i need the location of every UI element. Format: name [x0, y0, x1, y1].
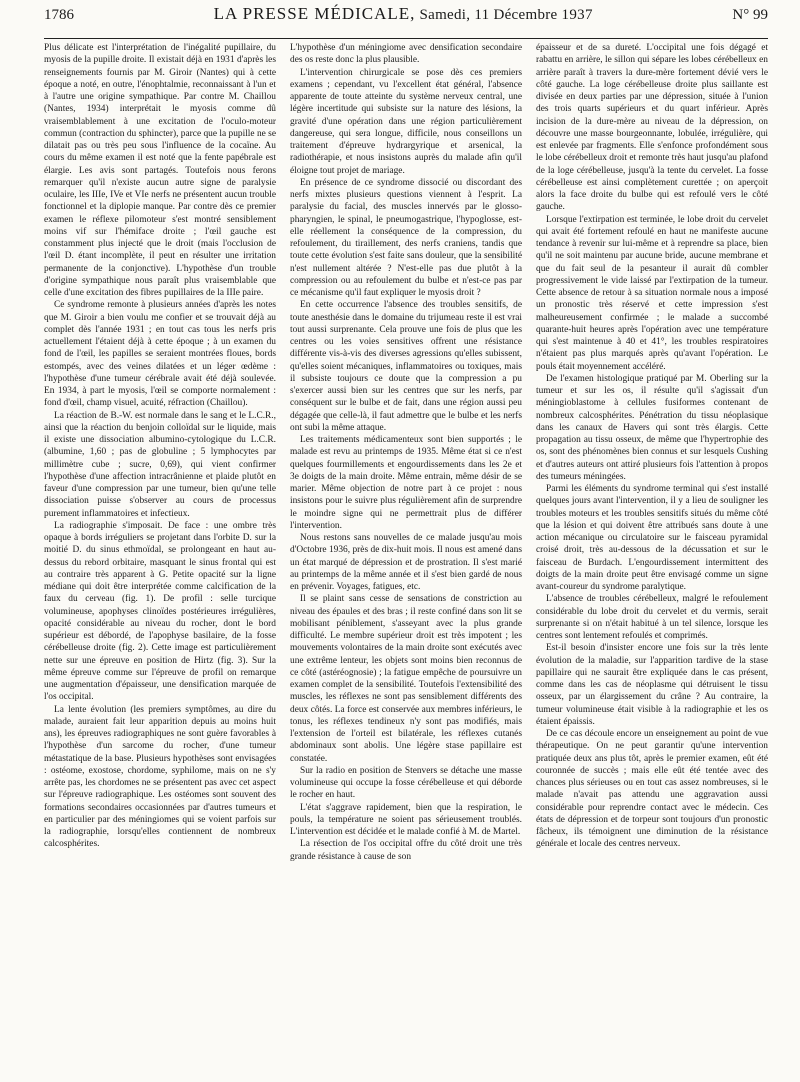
journal-title-line	[214, 4, 593, 24]
paragraph: Les traitements médicamenteux sont bien supportés ; le malade est revu au printemps de 1935. Même état si ce n'est quelques fourmillements et engourdissements dans les 2e et 3e doigts de la main droite. Même entrain, même désir de se marier. Même objection de notre part à ce projet : nous insistons pour le suivre plus régulièrement afin de surprendre le moindre signe qui ne permettrait plus de différer l'intervention.	[290, 435, 522, 531]
page-header	[44, 4, 768, 39]
paragraph: En cette occurrence l'absence des troubles sensitifs, de toute anesthésie dans le domaine du trijumeau reste il est vrai tout aussi surprenante. Cela prouve une fois de plus que les centres ou les voies sensitives offrent une résistance différente vis-à-vis des diverses agressions qu'elles subissent, qu'elles soient mécaniques, inflammatoires ou toxiques, mais il subsiste toujours ce doute que la compression a pu s'exercer aussi bien sur les centres que sur les nerfs, par conséquent sur le bulbe et de fait, dans une région aussi peu dégagée que celle-là, il faut admettre que le bulbe et les nerfs ont subi la même attaque.	[290, 300, 522, 433]
paragraph: Sur la radio en position de Stenvers se détache une masse volumineuse qui occupe la fosse cérébelleuse et qui déborde le rocher en haut.	[290, 765, 522, 801]
paragraph: Il se plaint sans cesse de sensations de constriction au niveau des épaules et des bras ; il reste confiné dans son lit se mobilisant péniblement, s'asseyant avec la plus grande difficulté. Le membre supérieur droit est très impotent ; les mouvements volontaires de la main droite sont exécutés avec une extrême lenteur, les objets sont moins bien reconnus de ce côté (astéréognosie) ; la fatigue empêche de poursuivre un examen complet de la sensibilité. Toutefois l'extensibilité des muscles, les réflexes ne sont pas sensiblement différents des deux côtés. La force est conservée aux membres inférieurs, le tonus, les réflexes tendineux n'y sont pas modifiés, mais l'extension de l'orteil est bilatérale, les réflexes cutanés abdominaux sont abolis. Une légère stase papillaire est constatée.	[290, 594, 522, 764]
issue-number: N° 99	[732, 7, 768, 23]
paragraph: En présence de ce syndrome dissocié ou discordant des nerfs mixtes plusieurs questions viennent à l'esprit. La paralysie du facial, des muscles innervés par le glosso-pharyngien, le spinal, le pneumogastrique, l'hypoglosse, est-elle réellement la conséquence de la compression, du refoulement, du tiraillement, des nerfs craniens, tandis que toute cette évolution s'est faite sans douleur, que la sensibilité n'est nullement altérée ? N'est-elle pas due plutôt à la compression ou au refoulement du bulbe et n'est-ce pas par ce mécanisme qu'il faut expliquer le myosis droit ?	[290, 177, 522, 298]
article-body	[44, 42, 768, 1072]
paragraph: Lorsque l'extirpation est terminée, le lobe droit du cervelet qui avait été fortement refoulé en haut ne manifeste aucune tendance à revenir sur lui-même et à reprendre sa place, bien qu'il ne soit maintenu par aucune bride, aucune membrane et que du fait seul de la pesanteur il aurait dû combler progressivement le vide laissé par l'extirpation de la tumeur. Cette absence de retour à sa situation normale nous a imposé un pronostic très réservé et cette impression s'est malheureusement confirmée ; le malade a succombé quarante-huit heures après l'opération avec une température qui s'est maintenue à 40 et 41°, les troubles respiratoires n'étaient pas plus marqués après qu'avant l'opération. Le pouls était moyennement accéléré.	[536, 214, 768, 372]
paragraph: L'hypothèse d'un méningiome avec densification secondaire des os reste donc la plus plausible.	[290, 43, 522, 66]
column-1	[44, 42, 276, 1072]
paragraph: La radiographie s'imposait. De face : une ombre très opaque à bords irréguliers se projetant dans l'orbite D. sur la moitié D. du sinus ethmoïdal, se prolongeant en haut au-dessus du rebord orbitaire, masquant le sinus frontal qui est au contraire très apparent à G. Petite opacité sur la ligne médiane qui doit être interprétée comme calcification de la faux du cerveau (fig. 1). De profil : selle turcique volumineuse, apophyses clinoïdes postérieures irrégulières, opacité considérable au niveau du rocher, dont le bord supérieur est débordé, de l'apophyse basilaire, de la fosse cérébelleuse droite (fig. 2). Cette image est particulièrement nette sur une épreuve en position de Hirtz (fig. 3). Sur la même épreuve comme sur l'épreuve de profil on remarque une augmentation d'épaisseur, une densification marquée de l'os occipital.	[44, 520, 276, 703]
paragraph: De ce cas découle encore un enseignement au point de vue thérapeutique. On ne peut garantir qu'une intervention pratiquée deux ans plus tôt, après le premier examen, eût été couronnée de succès ; mais elle eût été tentée avec des chances plus sérieuses ou en tout cas assez nombreuses, si le malade n'avait pas attendu une aggravation aussi considérable pour reprendre contact avec le médecin. Ces états de dépression et de torpeur sont toujours d'un pronostic fâcheux, ils témoignent une diminution de la résistance générale et locale des centres nerveux.	[536, 729, 768, 850]
paragraph: La réaction de B.-W. est normale dans le sang et le L.C.R., ainsi que la réaction du benjoin colloïdal sur le liquide, mais il existe une dissociation albumino-cytologique du L.C.R. (albumine, 1,60 ; pas de globuline ; 5 lymphocytes par millimètre cube ; sucre, 0,69), qui vient confirmer l'hypothèse d'une affection intracrânienne et plaide plutôt en faveur d'une compression par une tumeur, bien qu'une telle dissociation puisse s'observer au cours de processus purement inflammatoires et infectieux.	[44, 410, 276, 519]
issue-date: Samedi, 11 Décembre 1937	[419, 7, 593, 23]
paragraph: épaisseur et de sa dureté. L'occipital une fois dégagé et rabattu en arrière, le sillon qui sépare les lobes cérébelleux en arrière paraît à travers la dure-mère fortement dévié vers le côté gauche. La loge cérébelleuse droite plus saillante est divisée en deux parties par une dépression, située à l'union des trois quarts supérieurs et du quart inférieur. Après incision de la dure-mère au niveau de la dépression, on découvre une masse bourgeonnante, lobulée, irrégulière, qui est enlevée par fragments. Elle s'enfonce profondément sous le lobe cérébelleux droit et remonte très haut jusqu'au plafond de la loge cérébelleuse, jusqu'à la tente du cervelet. La fosse cérébelleuse est ainsi complètement curettée ; on aperçoit alors la face droite du bulbe qui est refoulé vers le côté gauche.	[536, 43, 768, 213]
journal-name: LA PRESSE MÉDICALE,	[213, 4, 416, 23]
paragraph: La lente évolution (les premiers symptômes, au dire du malade, auraient fait leur apparition depuis au moins huit ans), les épreuves radiographiques ne sont guère favorables à l'hypothèse d'un sarcome du rocher, d'une tumeur métastatique de la base. Plusieurs hypothèses sont envisagées : ostéome, exostose, chordome, syphilome, mais on ne s'y arrête pas, les chordomes ne se présentent pas avec cet aspect sur l'épreuve radiographique. Les ostéomes sont souvent des formations secondaires occasionnées par d'autres tumeurs et en particulier par des méningiomes qui se voient parfois sur la radiographie, lorsqu'elles contiennent de nombreux calcosphérites.	[44, 704, 276, 850]
paragraph: Est-il besoin d'insister encore une fois sur la très lente évolution de la maladie, sur l'apparition tardive de la stase papillaire qui ne saurait être expliquée dans le cas présent, comme dans les cas de néoplasme qui détruisent le tissu osseux, par un élargissement du crâne ? Au contraire, la tumeur volumineuse était visible à la radiographie et les os étaient épaissis.	[536, 643, 768, 727]
paragraph: De l'examen histologique pratiqué par M. Oberling sur la tumeur et sur les os, il résulte qu'il s'agissait d'un méningioblastome à cellules fusiformes contenant de nombreux calcosphérites. Pénétration du tissu néoplasique dans les canaux de Havers qui sont très élargis. Cette propagation au tissu osseux, de même que l'hypertrophie des os, sont des phénomènes bien connus et sur lesquels Cushing et d'autres auteurs ont attiré plusieurs fois l'attention à propos des tumeurs méningées.	[536, 373, 768, 482]
page-number: 1786	[44, 7, 74, 23]
paragraph: L'absence de troubles cérébelleux, malgré le refoulement considérable du lobe droit du cervelet et du vermis, serait surprenante si on n'était habitué à un tel silence, lorsque les centres sont lentement refoulés et comprimés.	[536, 594, 768, 641]
paragraph: L'intervention chirurgicale se pose dès ces premiers examens ; cependant, vu l'excellent état général, l'absence apparente de toute atteinte du système nerveux central, une légère incertitude qui subsiste sur la nature des lésions, la gravité d'une opération dans une région particulièrement dangereuse, qui sera longue, difficile, nous conseillons un traitement d'épreuve hydrargyrique et arsenical, la radiothérapie, et nous insistons auprès du malade afin qu'il éloigne tout projet de mariage.	[290, 67, 522, 176]
paragraph: Plus délicate est l'interprétation de l'inégalité pupillaire, du myosis de la pupille droite. Il existait déjà en 1931 d'après les renseignements fournis par M. Giroir (Nantes) qui à cette époque a noté, en outre, l'énophtalmie, reconnaissant à l'un et à l'autre une origine sympathique. Par contre M. Chaillou (Nantes, 1934) interprétait le myosis comme dû vraisemblablement à une excitation de l'oculo-moteur commun (contraction du sphincter), parce que la pupille ne se dilatait pas ou très peu sous l'influence de la cocaïne. Au cours du même examen il est noté que la fente papébrale est élargie. Les avis sont partagés. Toutefois nous ferons remarquer qu'il n'existe aucun autre signe de paralysie oculaire, les IIIe, IVe et VIe nerfs ne présentent aucun trouble fonctionnel et la diplopie manque. Par contre dès ce premier examen le réflexe pilomoteur s'est montré sensiblement moins vif sur l'hémiface droite ; l'œil gauche est constamment plus injecté que le droit (mais l'occlusion de l'œil D. étant incomplète, il peut en résulter une irritation permanente de la conjonctive). L'hypothèse d'un trouble d'origine sympathique nous paraît plus vraisemblable que celle d'une excitation des fibres pupillaires de la IIIe paire.	[44, 43, 276, 298]
paragraph: La résection de l'os occipital offre du côté droit une très grande résistance à cause de son	[290, 839, 522, 862]
paragraph: Ce syndrome remonte à plusieurs années d'après les notes que M. Giroir a bien voulu me confier et se trouvait déjà au complet dès l'année 1931 ; en tout cas tous les nerfs pris actuellement l'étaient déjà à cette époque ; à un examen du fond de l'œil, les papilles se seraient montrées floues, bords estompés, avec des veines dilatées et un léger œdème : l'hypothèse d'une tumeur cérébrale avait été déjà soulevée. En 1934, à part le myosis, l'œil se comporte normalement : fond d'œil, champ visuel, acuité, réfraction (Chaillou).	[44, 300, 276, 409]
paragraph: L'état s'aggrave rapidement, bien que la respiration, le pouls, la température ne soient pas sérieusement troublés. L'intervention est décidée et le malade confié à M. de Martel.	[290, 802, 522, 837]
column-3	[536, 42, 768, 1072]
column-2	[290, 42, 522, 1072]
paragraph: Parmi les éléments du syndrome terminal qui s'est installé quelques jours avant l'intervention, il y a lieu de souligner les troubles moteurs et les troubles sensitifs situés du même côté que la lésion et qui doivent être attribués sans doute à une action mécanique ou circulatoire sur le faisceau pyramidal croisé droit, très au-dessous de la décussation et sur le faisceau de Burdach. L'engourdissement intermittent des doigts de la main droite peut être envisagé comme un signe avant-coureur du syndrome paralytique.	[536, 484, 768, 592]
paragraph: Nous restons sans nouvelles de ce malade jusqu'au mois d'Octobre 1936, près de dix-huit mois. Il nous est amené dans un état marqué de dépression et de prostration. Il s'est marié au printemps de la même année et il s'est bien gardé de nous en prévenir. Voyages, fatigues, etc.	[290, 533, 522, 592]
